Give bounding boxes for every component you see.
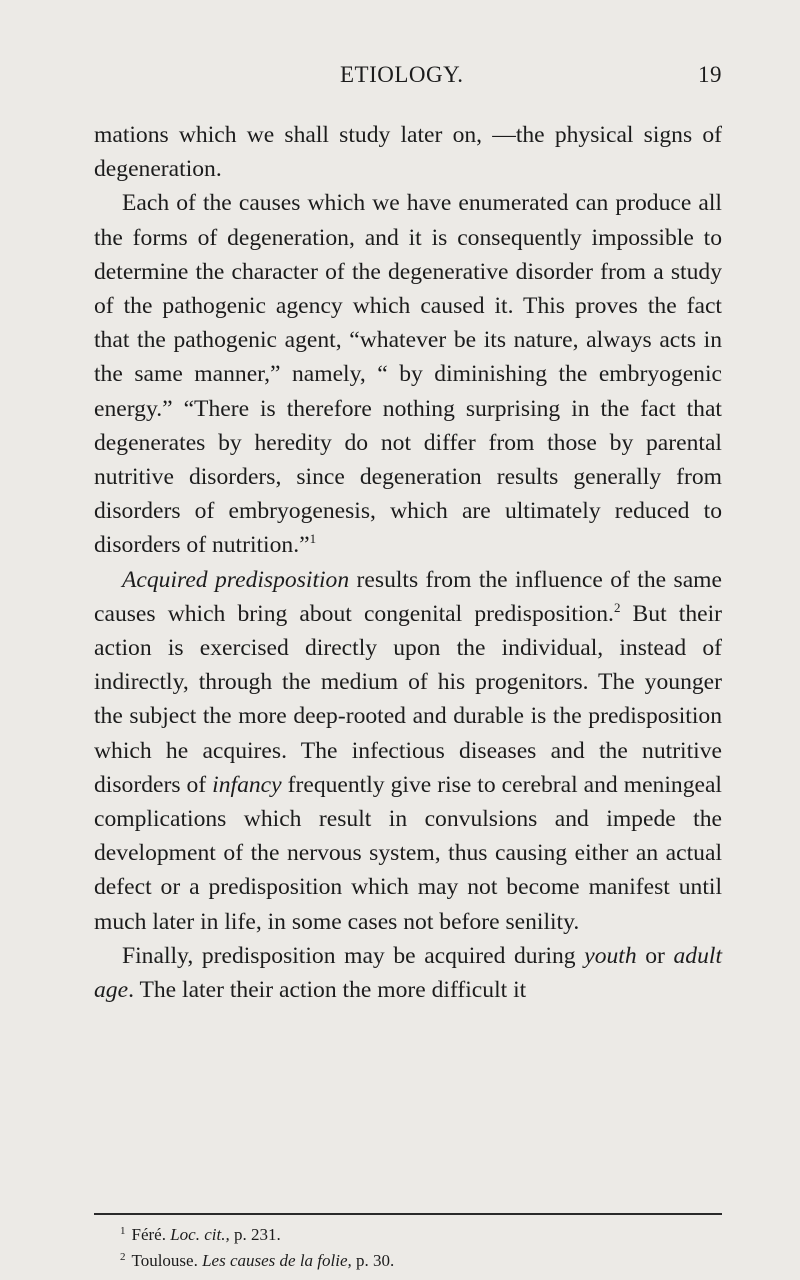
footnote-2-page: p. 30. <box>351 1251 395 1270</box>
paragraph-4-text-a: Finally, predisposition may be acquired during <box>122 942 585 969</box>
footnote-ref-2: 2 <box>613 599 621 615</box>
paragraph-2 <box>94 186 722 562</box>
paragraph-4-text-c: . The later their action the more difficult it <box>128 977 527 1004</box>
running-head: ETIOLOGY. <box>340 62 464 87</box>
italic-acquired-predisposition: Acquired predisposition <box>122 566 350 593</box>
footnote-1-number: 1 <box>120 1225 126 1237</box>
italic-infancy: infancy <box>212 771 282 798</box>
paragraph-4 <box>94 939 722 1007</box>
paragraph-1 <box>94 118 722 186</box>
footnote-rule <box>94 1213 722 1215</box>
paragraph-3-text-b: But their action is exercised directly upon the individual, instead of indirectly, through the medium of his progenitors. The younger the subject the more deep-rooted and durable is the predisposition which he acquires. The infectious diseases and the nutritive disorders of <box>94 600 723 798</box>
footnote-1-title: Loc. cit., <box>170 1225 230 1244</box>
footnote-2-author: Toulouse. <box>131 1251 198 1270</box>
footnote-1-page: p. 231. <box>229 1225 281 1244</box>
footnote-ref-1: 1 <box>309 531 317 547</box>
page-header <box>94 62 722 92</box>
paragraph-3-text-c: frequently give rise to cerebral and meningeal complications which result in convulsions and impede the development of the nervous system, thus causing either an actual defect or a predisposition which may not become manifest until much later in life, in some cases not before senility. <box>94 771 722 935</box>
footnote-1 <box>120 1220 720 1246</box>
footnote-1-author: Féré. <box>131 1225 166 1244</box>
paragraph-2-text: Each of the causes which we have enumerated can produce all the forms of degeneration, and it is consequently impossible to determine the character of the degenerative disorder from a study of the pathogenic agency which caused it. This proves the fact that the pathogenic agent, “whatever be its nature, always acts in the same manner,” namely, “ by diminishing the embryogenic energy.” “There is therefore nothing surprising in the fact that degenerates by heredity do not differ from those by parental nutritive disorders, since degeneration results generally from disorders of embryogenesis, which are ultimately reduced to disorders of nutrition.” <box>94 190 722 559</box>
italic-youth: youth <box>584 942 637 969</box>
footnote-2 <box>120 1246 720 1272</box>
paragraph-1-text: mations which we shall study later on, —the physical signs of degeneration. <box>94 122 722 183</box>
footnote-2-title: Les causes de la folie, <box>202 1251 352 1270</box>
paragraph-3 <box>94 563 722 939</box>
footnotes <box>120 1220 720 1272</box>
footnote-2-number: 2 <box>120 1251 126 1263</box>
body-text <box>94 118 722 1007</box>
paragraph-4-text-b: or <box>636 942 674 969</box>
paragraph-3-text-a: results from the influence of the same causes which bring about congenital predisposition. <box>94 566 722 627</box>
italic-adult-age: adult age <box>94 942 723 1004</box>
page-number: 19 <box>698 62 722 87</box>
